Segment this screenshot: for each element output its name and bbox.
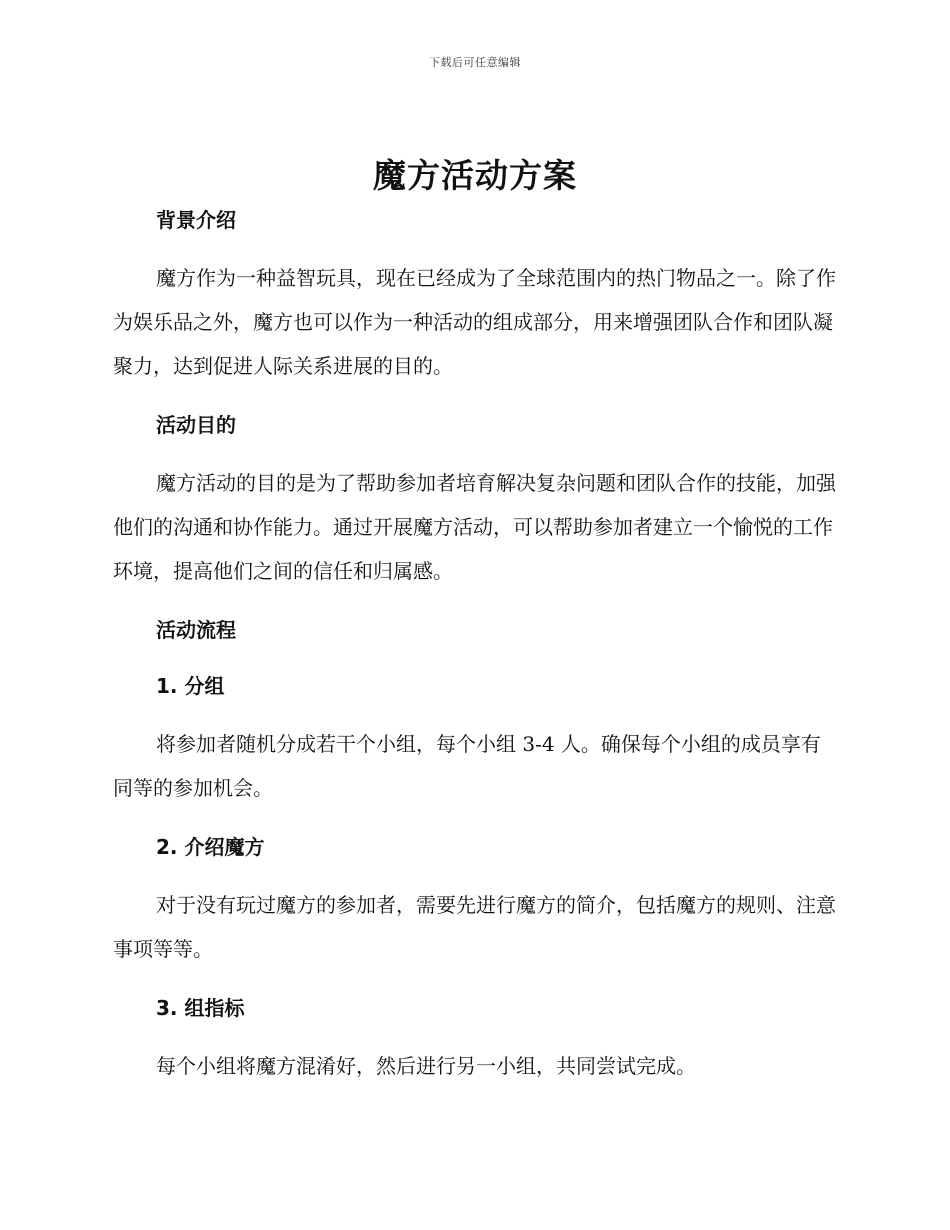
step-paragraph-introduce-cube: 对于没有玩过魔方的参加者，需要先进行魔方的简介，包括魔方的规则、注意事项等等。 [113,893,836,961]
page-header-note: 下载后可任意编辑 [429,56,521,69]
step-heading-group-goal: 3. 组指标 [156,996,245,1020]
step-heading-introduce-cube: 2. 介绍魔方 [156,835,265,859]
section-heading-purpose: 活动目的 [156,413,236,437]
section-paragraph-background: 魔方作为一种益智玩具，现在已经成为了全球范围内的热门物品之一。除了作为娱乐品之外，魔方也可以作为一种活动的组成部分，用来增强团队合作和团队凝聚力，达到促进人际关系进展的目的。 [113,266,836,378]
section-heading-background: 背景介绍 [156,208,236,232]
document-body [113,203,838,1088]
section-paragraph-purpose: 魔方活动的目的是为了帮助参加者培育解决复杂问题和团队合作的技能，加强他们的沟通和协作能力。通过开展魔方活动，可以帮助参加者建立一个愉悦的工作环境，提高他们之间的信任和归属感。 [113,471,836,583]
step-paragraph-group-goal: 每个小组将魔方混淆好，然后进行另一小组，共同尝试完成。 [156,1054,696,1078]
step-paragraph-grouping: 将参加者随机分成若干个小组，每个小组 3-4 人。确保每个小组的成员享有同等的参加机会。 [113,732,821,800]
section-heading-process: 活动流程 [156,618,236,642]
step-heading-grouping: 1. 分组 [156,674,225,698]
document-title: 魔方活动方案 [373,156,577,195]
